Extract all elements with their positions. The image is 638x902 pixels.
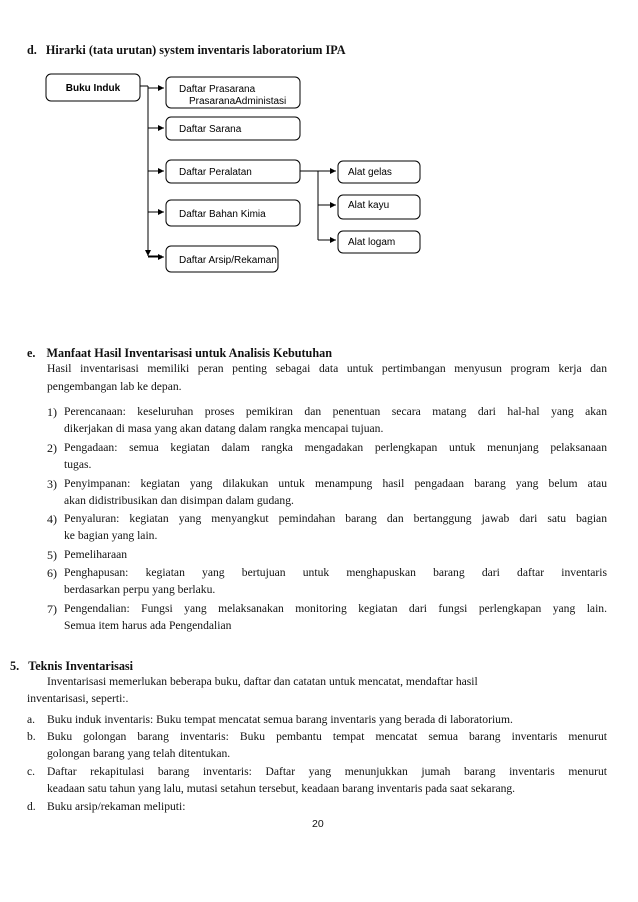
section-5-heading — [10, 659, 133, 674]
list-item-line1: Daftar rekapitulasi barang inventaris: Daftar yang menunjukkan jumah barang inventaris menurut — [47, 765, 607, 778]
list-item-number: 3) — [47, 477, 57, 491]
label-prasarana-line1: Daftar Prasarana — [179, 84, 256, 95]
list-item-line2: berdasarkan perpu yang berlaku. — [64, 583, 216, 596]
list-item-line1: Penyimpanan: kegiatan yang dilakukan untuk menampung hasil pengadaan barang yang belum atau — [64, 477, 607, 490]
list-item-number: 2) — [47, 441, 57, 455]
list-item-line2: keadaan satu tahun yang lalu, mutasi setahun tersebut, keadaan barang inventaris pada saat sekarang. — [47, 782, 516, 795]
label-arsip: Daftar Arsip/Rekaman — [179, 255, 277, 266]
section-d-title: Hirarki (tata urutan) system inventaris laboratorium IPA — [45, 43, 346, 57]
label-bahan-kimia: Daftar Bahan Kimia — [179, 209, 266, 220]
section-5-label: 5. — [10, 659, 20, 673]
list-item-line2: Semua item harus ada Pengendalian — [64, 619, 232, 632]
section-e-intro-line2: pengembangan lab ke depan. — [47, 380, 182, 393]
list-item-line1: Pengendalian: Fungsi yang melaksanakan monitoring kegiatan dari fungsi perlengkapan yang lain. — [64, 602, 607, 615]
list-item-line1: Buku induk inventaris: Buku tempat mencatat semua barang inventaris yang berada di laboratorium. — [47, 713, 513, 726]
list-item-line2: golongan barang yang telah ditentukan. — [47, 747, 231, 760]
section-5-intro-line1: Inventarisasi memerlukan beberapa buku, daftar dan catatan untuk mencatat, mendaftar hasil — [47, 675, 478, 688]
list-item-number: 4) — [47, 512, 57, 526]
label-peralatan: Daftar Peralatan — [179, 167, 252, 178]
list-item-line1: Buku golongan barang inventaris: Buku pembantu tempat mencatat semua barang inventaris menurut — [47, 730, 607, 743]
list-item-line1: Perencanaan: keseluruhan proses pemikiran dan penentuan secara matang dari hal-hal yang akan — [64, 405, 607, 418]
list-item-line1: Penghapusan: kegiatan yang bertujuan untuk menghapuskan barang dari daftar inventaris — [64, 566, 607, 579]
section-e-heading — [27, 346, 332, 361]
list-item-line2: dikerjakan di masa yang akan datang dalam rangka mencapai tujuan. — [64, 422, 384, 435]
section-e-label: e. — [27, 346, 36, 360]
label-alat-kayu: Alat kayu — [348, 200, 390, 211]
list-item-number: 7) — [47, 602, 57, 616]
list-item-line1: Buku arsip/rekaman meliputi: — [47, 800, 186, 813]
list-item-letter: d. — [27, 800, 36, 813]
section-e-title: Manfaat Hasil Inventarisasi untuk Analisis Kebutuhan — [46, 346, 332, 360]
label-prasarana-line2: PrasaranaAdministasi — [189, 96, 287, 107]
list-item-number: 1) — [47, 405, 57, 419]
list-item-line2: tugas. — [64, 458, 92, 471]
inventory-hierarchy-diagram — [0, 0, 638, 300]
list-item-line1: Penyaluran: kegiatan yang menyangkut pemindahan barang dan bertanggung jawab dari satu bagian — [64, 512, 607, 525]
list-item-letter: c. — [27, 765, 36, 778]
section-5-intro-line2: inventarisasi, seperti:. — [27, 692, 129, 705]
page-number: 20 — [312, 818, 324, 830]
list-item-number: 5) — [47, 548, 57, 562]
label-alat-logam: Alat logam — [348, 237, 396, 248]
label-alat-gelas: Alat gelas — [348, 167, 392, 178]
list-item-number: 6) — [47, 566, 57, 580]
label-buku-induk: Buku Induk — [65, 83, 121, 94]
list-item-line2: akan didistribusikan dan disimpan dalam gudang. — [64, 494, 294, 507]
list-item-letter: b. — [27, 730, 36, 743]
list-item-letter: a. — [27, 713, 36, 726]
list-item-line1: Pemeliharaan — [64, 548, 128, 561]
section-5-title: Teknis Inventarisasi — [28, 659, 134, 673]
section-e-intro-line1: Hasil inventarisasi memiliki peran penting sebagai data untuk pertimbangan menyusun program kerja dan — [47, 362, 607, 375]
section-d-label: d. — [27, 43, 37, 57]
list-item-line2: ke bagian yang lain. — [64, 529, 158, 542]
list-item-line1: Pengadaan: semua kegiatan dalam rangka mengadakan perlengkapan untuk menunjang pelaksanaan — [64, 441, 607, 454]
label-sarana: Daftar Sarana — [179, 124, 242, 135]
